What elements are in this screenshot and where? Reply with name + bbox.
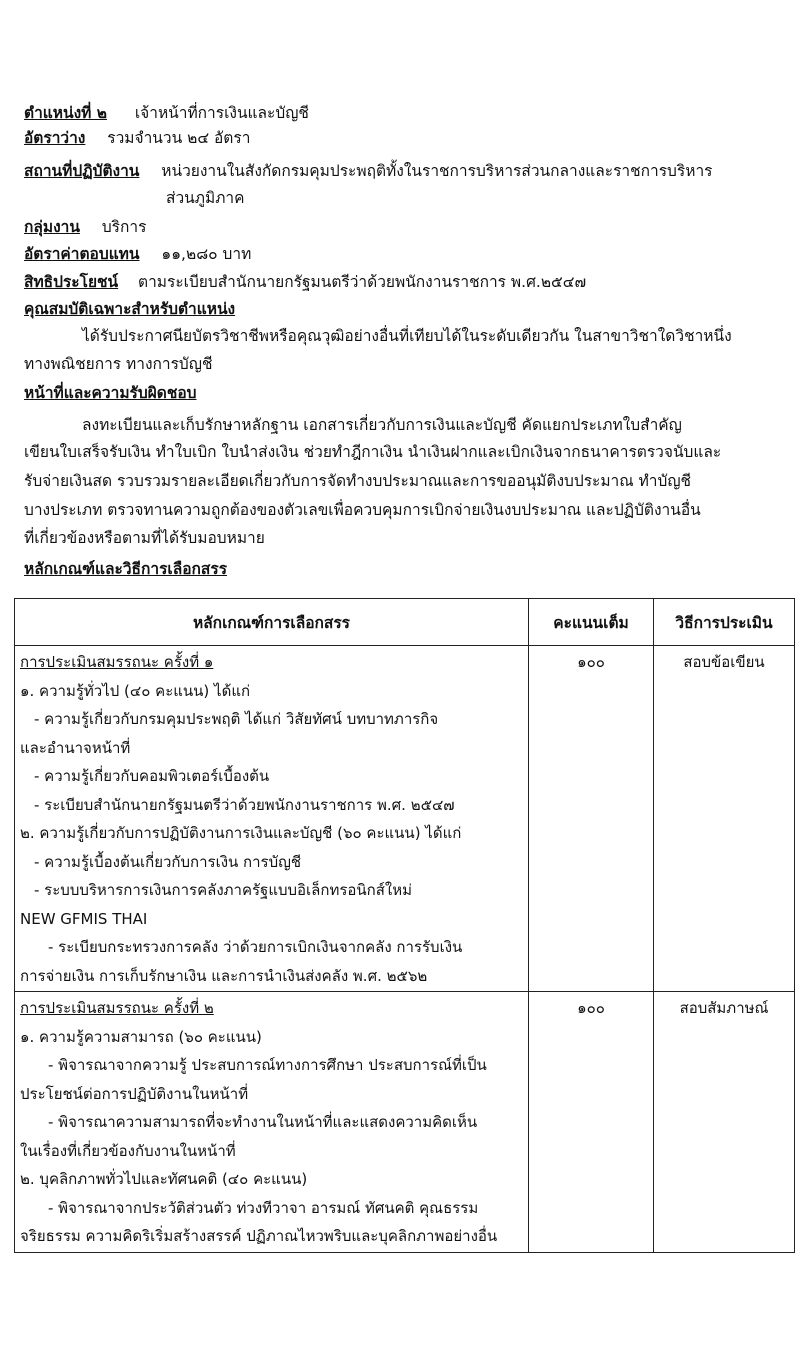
criteria-line: - ความรู้เกี่ยวกับกรมคุมประพฤติ ได้แก่ วิสัยทัศน์ บทบาทภารกิจ	[34, 710, 439, 728]
score-cell: ๑๐๐	[529, 992, 654, 1253]
table-row	[15, 646, 795, 992]
header-full-score: คะแนนเต็ม	[529, 599, 654, 646]
criteria-line: - ความรู้เบื้องต้นเกี่ยวกับการเงิน การบัญชี	[34, 852, 302, 871]
salary-value: ๑๑,๒๘๐ บาท	[161, 245, 252, 263]
method-cell: สอบข้อเขียน	[654, 646, 795, 992]
table-row	[15, 992, 795, 1253]
vacancy-line	[24, 127, 250, 149]
position-value: เจ้าหน้าที่การเงินและบัญชี	[134, 104, 309, 122]
selection-heading: หลักเกณฑ์และวิธีการเลือกสรร	[24, 560, 228, 578]
benefits-value: ตามระเบียบสำนักนายกรัฐมนตรีว่าด้วยพนักงานราชการ พ.ศ.๒๕๔๗	[138, 273, 587, 291]
job-group-line	[24, 216, 146, 238]
criteria-line: ๒. บุคลิกภาพทั่วไปและทัศนคติ (๔๐ คะแนน)	[20, 1170, 308, 1188]
score-cell: ๑๐๐	[529, 646, 654, 992]
criteria-cell	[15, 992, 529, 1253]
benefits-label: สิทธิประโยชน์	[24, 273, 119, 291]
position-line	[24, 102, 309, 124]
criteria-line: ๑. ความรู้ทั่วไป (๔๐ คะแนน) ได้แก่	[20, 681, 251, 700]
header-assessment-method: วิธีการประเมิน	[654, 599, 795, 646]
qualifications-heading: คุณสมบัติเฉพาะสำหรับตำแหน่ง	[24, 300, 236, 318]
position-label: ตำแหน่งที่ ๒	[24, 104, 107, 122]
workplace-line	[24, 160, 712, 182]
job-group-value: บริการ	[101, 218, 147, 236]
table-header-row	[15, 599, 795, 646]
qualifications-line-1: ได้รับประกาศนียบัตรวิชาชีพหรือคุณวุฒิอย่างอื่นที่เทียบได้ในระดับเดียวกัน ในสาขาวิชาใดวิชาหนึ่ง	[82, 327, 732, 345]
duties-line-2: เขียนใบเสร็จรับเงิน ทำใบเบิก ใบนำส่งเงิน ช่วยทำฎีกาเงิน นำเงินฝากและเบิกเงินจากธนาคารตรวจนับและ	[24, 443, 722, 461]
round-title: การประเมินสมรรถนะ ครั้งที่ ๑	[20, 653, 214, 671]
vacancy-label: อัตราว่าง	[24, 129, 86, 147]
criteria-line: ประโยชน์ต่อการปฏิบัติงานในหน้าที่	[20, 1084, 249, 1103]
header-criteria: หลักเกณฑ์การเลือกสรร	[15, 599, 529, 646]
criteria-cell	[15, 646, 529, 992]
criteria-line: ๒. ความรู้เกี่ยวกับการปฏิบัติงานการเงินและบัญชี (๖๐ คะแนน) ได้แก่	[20, 824, 462, 842]
criteria-line: - พิจารณาจากประวัติส่วนตัว ท่วงทีวาจา อารมณ์ ทัศนคติ คุณธรรม	[48, 1198, 479, 1217]
workplace-label: สถานที่ปฏิบัติงาน	[24, 162, 140, 180]
duties-line-4: บางประเภท ตรวจทานความถูกต้องของตัวเลขเพื่อควบคุมการเบิกจ่ายเงินงบประมาณ และปฏิบัติงานอื่น	[24, 501, 701, 519]
criteria-line: ๑. ความรู้ความสามารถ (๖๐ คะแนน)	[20, 1027, 262, 1046]
criteria-line: - ความรู้เกี่ยวกับคอมพิวเตอร์เบื้องต้น	[34, 767, 270, 785]
criteria-line: - ระบบบริหารการเงินการคลังภาครัฐแบบอิเล็กทรอนิกส์ใหม่	[34, 881, 413, 899]
job-group-label: กลุ่มงาน	[24, 218, 80, 236]
method-cell: สอบสัมภาษณ์	[654, 992, 795, 1253]
duties-line-5: ที่เกี่ยวข้องหรือตามที่ได้รับมอบหมาย	[24, 529, 265, 547]
criteria-line: และอำนาจหน้าที่	[20, 738, 131, 757]
salary-label: อัตราค่าตอบแทน	[24, 245, 140, 263]
criteria-line: - พิจารณาความสามารถที่จะทำงานในหน้าที่และแสดงความคิดเห็น	[48, 1113, 478, 1131]
round-title: การประเมินสมรรถนะ ครั้งที่ ๒	[20, 999, 214, 1017]
criteria-line: ในเรื่องที่เกี่ยวข้องกับงานในหน้าที่	[20, 1141, 236, 1160]
benefits-line	[24, 271, 586, 293]
salary-line	[24, 243, 251, 265]
selection-criteria-table	[14, 598, 795, 1253]
workplace-value-line1: หน่วยงานในสังกัดกรมคุมประพฤติทั้งในราชการบริหารส่วนกลางและราชการบริหาร	[161, 162, 713, 180]
criteria-line: จริยธรรม ความคิดริเริ่มสร้างสรรค์ ปฏิภาณไหวพริบและบุคลิกภาพอย่างอื่น	[20, 1227, 498, 1245]
workplace-value-line2: ส่วนภูมิภาค	[166, 189, 245, 207]
duties-line-1: ลงทะเบียนและเก็บรักษาหลักฐาน เอกสารเกี่ยวกับการเงินและบัญชี คัดแยกประเภทใบสำคัญ	[82, 416, 682, 434]
criteria-line: การจ่ายเงิน การเก็บรักษาเงิน และการนำเงินส่งคลัง พ.ศ. ๒๕๖๒	[20, 966, 428, 985]
vacancy-value: รวมจำนวน ๒๔ อัตรา	[107, 129, 251, 147]
duties-line-3: รับจ่ายเงินสด รวบรวมรายละเอียดเกี่ยวกับการจัดทำงบประมาณและการขออนุมัติงบประมาณ ทำบัญชี	[24, 472, 692, 490]
duties-heading: หน้าที่และความรับผิดชอบ	[24, 384, 197, 402]
criteria-line: - พิจารณาจากความรู้ ประสบการณ์ทางการศึกษา ประสบการณ์ที่เป็น	[48, 1056, 487, 1074]
criteria-line: - ระเบียบสำนักนายกรัฐมนตรีว่าด้วยพนักงานราชการ พ.ศ. ๒๕๔๗	[34, 795, 455, 814]
criteria-line: NEW GFMIS THAI	[20, 909, 148, 928]
criteria-line: - ระเบียบกระทรวงการคลัง ว่าด้วยการเบิกเงินจากคลัง การรับเงิน	[48, 938, 463, 956]
qualifications-line-2: ทางพณิชยการ ทางการบัญชี	[24, 355, 213, 373]
